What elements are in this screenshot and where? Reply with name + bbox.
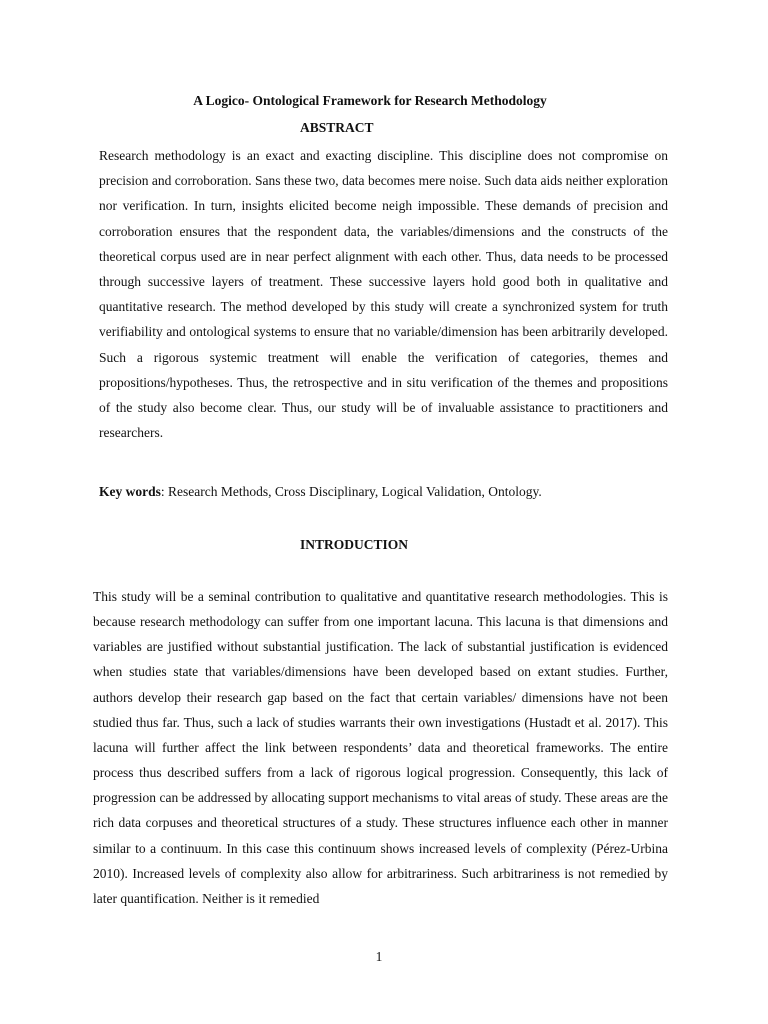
abstract-heading: ABSTRACT bbox=[300, 120, 374, 135]
introduction-paragraph: This study will be a seminal contribution to qualitative and quantitative research methodologies. This is because research methodology can suffer from one important lacuna. This lacuna is that dimensions and variables are justified without substantial justification. The lack of substantial justification is evidenced when studies state that variables/dimensions have been developed based on extant studies. Further, authors develop their research gap based on the fact that certain variables/ dimensions have not been studied thus far. Thus, such a lack of studies warrants their own investigations (Hustadt et al. 2017). This lacuna will further affect the link between respondents’ data and theoretical frameworks. The entire process thus described suffers from a lack of rigorous logical progression. Consequently, this lack of progression can be addressed by allocating support mechanisms to vital areas of study. These areas are the rich data corpuses and theoretical structures of a study. These structures influence each other in manner similar to a continuum. In this case this continuum shows increased levels of complexity (Pérez-Urbina 2010). Increased levels of complexity also allow for arbitrariness. Such arbitrariness is not remedied by later quantification. Neither is it remedied bbox=[93, 589, 668, 906]
introduction-heading: INTRODUCTION bbox=[300, 537, 409, 552]
keywords-label: Key words bbox=[99, 484, 161, 499]
keywords-line bbox=[99, 482, 668, 502]
abstract-paragraph: Research methodology is an exact and exacting discipline. This discipline does not compromise on precision and corroboration. Sans these two, data becomes mere noise. Such data aids neither exploration nor verification. In turn, insights elicited become neigh impossible. These demands of precision and corroboration ensures that the respondent data, the variables/dimensions and the constructs of the theoretical corpus used are in near perfect alignment with each other. Thus, data needs to be processed through successive layers of treatment. These successive layers hold good both in qualitative and quantitative research. The method developed by this study will create a synchronized system for truth verifiability and ontological systems to ensure that no variable/dimension has been arbitrarily developed. Such a rigorous systemic treatment will enable the verification of categories, themes and propositions/hypotheses. Thus, the retrospective and in situ verification of the themes and propositions of the study also become clear. Thus, our study will be of invaluable assistance to practitioners and researchers. bbox=[99, 148, 668, 441]
keywords-list: : Research Methods, Cross Disciplinary, Logical Validation, Ontology. bbox=[160, 484, 542, 499]
paper-title: A Logico- Ontological Framework for Research Methodology bbox=[193, 93, 547, 108]
page-number: 1 bbox=[375, 949, 383, 964]
